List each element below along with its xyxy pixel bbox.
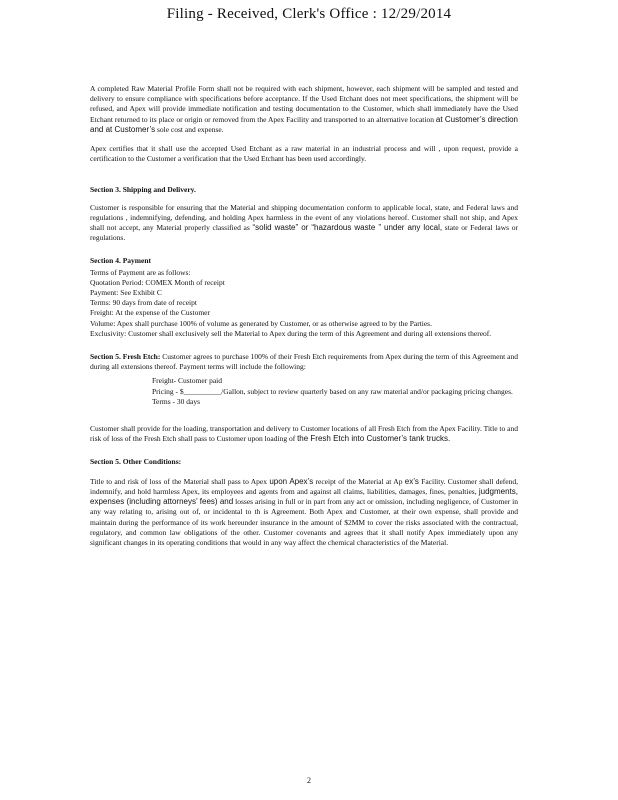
text-span: losses arising in full or in part from any act or omission, including negligence, of Customer in any way relating to, arising out of, or incidental to th is Agreement. Both Apex and Customer, at their own expense, shall provide and maintain during the performance of its work hereunder insurance in the amount of $2MM to cover the risks associated with the contractual, regulatory, and common law obligations of the other. Customer covenants and agrees that it shall notify Apex immediately upon any significant changes in its operating conditions that would in any way affect the chemical characteristics of the Material. — [90, 497, 518, 547]
text-span-large: “solid waste” or “hazardous waste ” under any local, — [252, 223, 443, 233]
paragraph-shipping — [90, 203, 518, 244]
text-span-large: at Customer’s direction and at Customer’s — [90, 114, 519, 134]
text-span: Customer shall provide for the loading, transportation and delivery to Customer locations of all Fresh Etch from the Apex Facility. Title to and risk of loss of the Fresh Etch shall pass to Customer upon loading of — [90, 424, 518, 444]
payment-line: Payment: See Exhibit C — [90, 288, 162, 298]
text-span-large: upon Apex’s — [269, 476, 314, 486]
fresh-etch-term: Terms - 30 days — [152, 396, 201, 406]
text-span-large: ex’s — [404, 476, 419, 486]
section-5-fresh-etch-title: Section 5. Fresh Etch: — [90, 352, 161, 362]
section-4-title: Section 4. Payment — [90, 256, 152, 266]
text-span-large: the Fresh Etch into Customer’s tank trucks. — [297, 434, 451, 444]
filing-header: Filing - Received, Clerk's Office : 12/29/2014 — [166, 6, 452, 22]
paragraph-fresh-etch-delivery — [90, 424, 518, 444]
section-4-payment — [90, 256, 518, 339]
fresh-etch-terms-list — [152, 376, 518, 407]
payment-line: Volume: Apex shall purchase 100% of volume as generated by Customer, or as otherwise agreed to by the Parties. — [90, 318, 432, 328]
paragraph-certification: Apex certifies that it shall use the accepted Used Etchant as a raw material in an industrial process and will , upon request, provide a certification to the Customer a verification that the Used Etchant has been used accordingly. — [90, 144, 518, 164]
payment-line: Freight: At the expense of the Customer — [90, 308, 210, 318]
page-number: 2 — [307, 776, 311, 785]
text-span: Title to and risk of loss of the Material shall pass to Apex — [90, 476, 267, 486]
section-3-title: Section 3. Shipping and Delivery. — [90, 185, 196, 195]
payment-line: Terms: 90 days from date of receipt — [90, 298, 197, 308]
payment-line: Exclusivity: Customer shall exclusively sell the Material to Apex during the term of this Agreement and during all extensions thereof. — [90, 328, 492, 338]
document-body — [90, 84, 518, 557]
section-5-other-conditions-title: Section 5. Other Conditions: — [90, 457, 182, 467]
payment-line: Terms of Payment are as follows: — [90, 267, 191, 277]
paragraph-fresh-etch — [90, 352, 518, 372]
paragraph-raw-material-profile — [90, 84, 518, 135]
text-span: A completed Raw Material Profile Form shall not be required with each shipment, however, each shipment will be sampled and tested and delivery to ensure compliance with specifications before acceptance. If the Used Etchant does not meet specifications, the shipment will be refused, and Apex will provide immediate notification and testing documentation to the Customer, which shall immediately have the Used Etchant returned to its place or origin or removed from the Apex Facility and transported to an alternative location — [90, 84, 518, 124]
text-span: sole cost and expense. — [156, 124, 224, 134]
text-span: Facility. Customer shall defend, indemnify, and hold harmless Apex, its employees and agents from and against all claims, liabilities, damages, fines, penalties, — [90, 476, 519, 496]
text-span: Customer is responsible for ensuring that the Material and shipping documentation conform to applicable local, state, and Federal laws and regulations , indemnifying, defending, and holding Apex harmless in the event of any violations hereof. Customer shall not ship, and Apex shall not accept, any Material properly classified as — [90, 202, 518, 233]
text-span: state or Federal laws or regulations. — [90, 223, 519, 243]
payment-line: Quotation Period: COMEX Month of receipt — [90, 277, 225, 287]
paragraph-other-conditions — [90, 477, 518, 548]
fresh-etch-term: Pricing - $__________/Gallon, subject to review quarterly based on any raw material and/or packaging pricing changes. — [152, 386, 513, 396]
text-span-large: judgments, expenses (including attorneys’ fees) and — [90, 486, 518, 507]
text-span: Customer agrees to purchase 100% of their Fresh Etch requirements from Apex during the term of this Agreement and during all extensions thereof. Payment terms will include the following: — [90, 352, 518, 372]
fresh-etch-term: Freight- Customer paid — [152, 376, 222, 386]
text-span: receipt of the Material at Ap — [315, 476, 403, 486]
